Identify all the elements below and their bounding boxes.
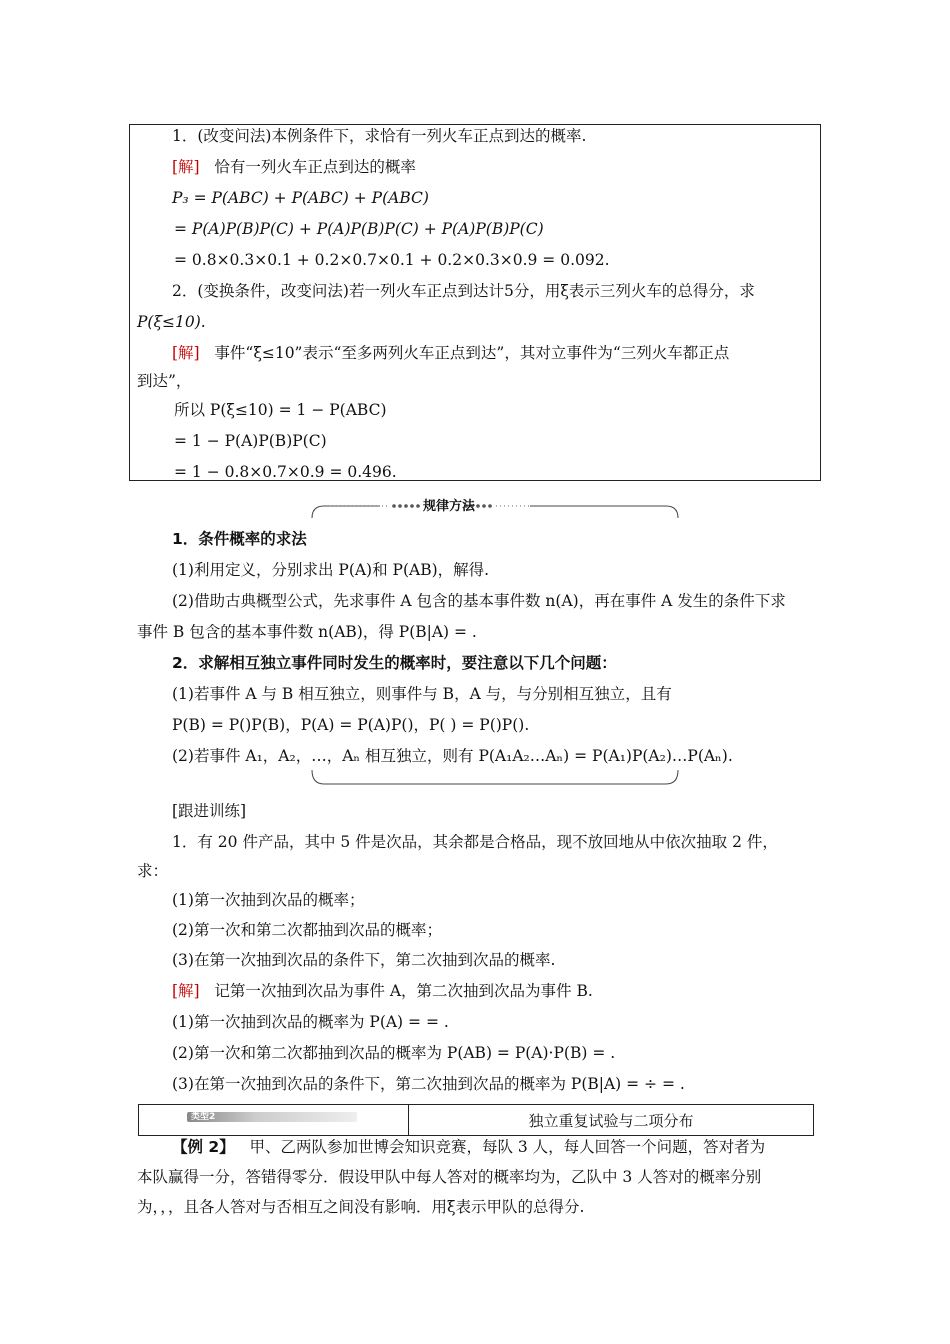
method-para-2: (2)借助古典概型公式，先求事件 A 包含的基本事件数 n(A)，再在事件 A 发生的条件下求	[172, 592, 786, 610]
example-line-2: 本队赢得一分，答错得零分．假设甲队中每人答对的概率均为，乙队中 3 人答对的概率分别	[137, 1168, 762, 1186]
method-heading-2: 2．求解相互独立事件同时发生的概率时，要注意以下几个问题：	[172, 654, 617, 672]
method-para-3: 事件 B 包含的基本事件数 n(AB)，得 P(B|A) = .	[137, 623, 477, 641]
practice-solution-tag: [解]	[172, 982, 200, 1000]
practice-answer-4: (3)在第一次抽到次品的条件下，第二次抽到次品的概率为 P(B|A) = ÷ = .	[172, 1075, 685, 1093]
practice-question-3: (2)第一次和第二次都抽到次品的概率；	[172, 921, 442, 939]
box-line-10: 所以 P(ξ≤10) = 1 − P(ABC)	[174, 401, 387, 419]
practice-question-1: 1．有 20 件产品，其中 5 件是次品，其余都是合格品，现不放回地从中依次抽取 2 件，	[172, 833, 778, 851]
box-line-5: = 0.8×0.3×0.1 + 0.2×0.7×0.1 + 0.2×0.3×0.9 = 0.092.	[174, 251, 610, 269]
practice-question-1b: 求：	[137, 862, 169, 880]
type-badge-label: 类型2	[191, 1112, 216, 1122]
type-header-table	[138, 1104, 814, 1136]
method-heading-1: 1．条件概率的求法	[172, 530, 307, 548]
method-para-5: P(B) = P()P(B)，P(A) = P(A)P()，P( ) = P()P().	[172, 716, 530, 734]
solution-text-2: 事件“ξ≤10”表示“至多两列火车正点到达”，其对立事件为“三列火车都正点	[214, 344, 730, 362]
box-line-9: 到达”，	[137, 372, 192, 390]
box-line-1: 1．(改变问法)本例条件下，求恰有一列火车正点到达的概率.	[172, 127, 587, 145]
solution-text: 恰有一列火车正点到达的概率	[214, 158, 416, 176]
box-line-4: = P(A)P(B)P(C) + P(A)P(B)P(C) + P(A)P(B)P(C)	[174, 220, 544, 238]
box-line-8	[172, 342, 729, 364]
box-line-11: = 1 − P(A)P(B)P(C)	[174, 432, 327, 450]
method-footer-bracket	[310, 768, 680, 788]
practice-answer-3: (2)第一次和第二次都抽到次品的概率为 P(AB) = P(A)·P(B) = .	[172, 1044, 616, 1062]
type-title: 独立重复试验与二项分布	[528, 1111, 694, 1130]
solution-tag: [解]	[172, 158, 200, 176]
practice-answer-1	[172, 980, 593, 1002]
box-line-6: 2．(变换条件，改变问法)若一列火车正点到达计5分，用ξ表示三列火车的总得分，求	[172, 282, 755, 300]
example-label: 【例 2】	[172, 1138, 235, 1156]
solution-tag-2: [解]	[172, 344, 200, 362]
practice-answer-2: (1)第一次抽到次品的概率为 P(A) = = .	[172, 1013, 449, 1031]
box-line-3: P₃ = P(ABC) + P(ABC) + P(ABC)	[172, 189, 429, 207]
practice-question-2: (1)第一次抽到次品的概率；	[172, 891, 365, 909]
example-line-3: 为，，，且各人答对与否相互之间没有影响．用ξ表示甲队的总得分.	[137, 1198, 585, 1216]
type-badge-cell	[139, 1105, 409, 1135]
method-para-1: (1)利用定义，分别求出 P(A)和 P(AB)，解得.	[172, 561, 490, 579]
box-line-2	[172, 156, 416, 178]
practice-solution-text: 记第一次抽到次品为事件 A，第二次抽到次品为事件 B.	[214, 982, 593, 1000]
example-line-1	[172, 1136, 765, 1158]
box-line-12: = 1 − 0.8×0.7×0.9 = 0.496.	[174, 463, 397, 481]
method-header-bracket	[310, 498, 680, 520]
method-title: 规律方法	[423, 499, 476, 514]
example-text-1: 甲、乙两队参加世博会知识竞赛，每队 3 人，每人回答一个问题，答对者为	[249, 1138, 766, 1156]
method-para-4: (1)若事件 A 与 B 相互独立，则事件与 B，A 与，与分别相互独立，且有	[172, 685, 672, 703]
box-line-7: P(ξ≤10).	[137, 313, 206, 331]
practice-title: [跟进训练]	[172, 802, 247, 820]
practice-question-4: (3)在第一次抽到次品的条件下，第二次抽到次品的概率.	[172, 951, 556, 969]
method-para-6: (2)若事件 A₁，A₂，…，Aₙ 相互独立，则有 P(A₁A₂…Aₙ) = P(A₁)P(A₂)…P(Aₙ).	[172, 747, 733, 765]
